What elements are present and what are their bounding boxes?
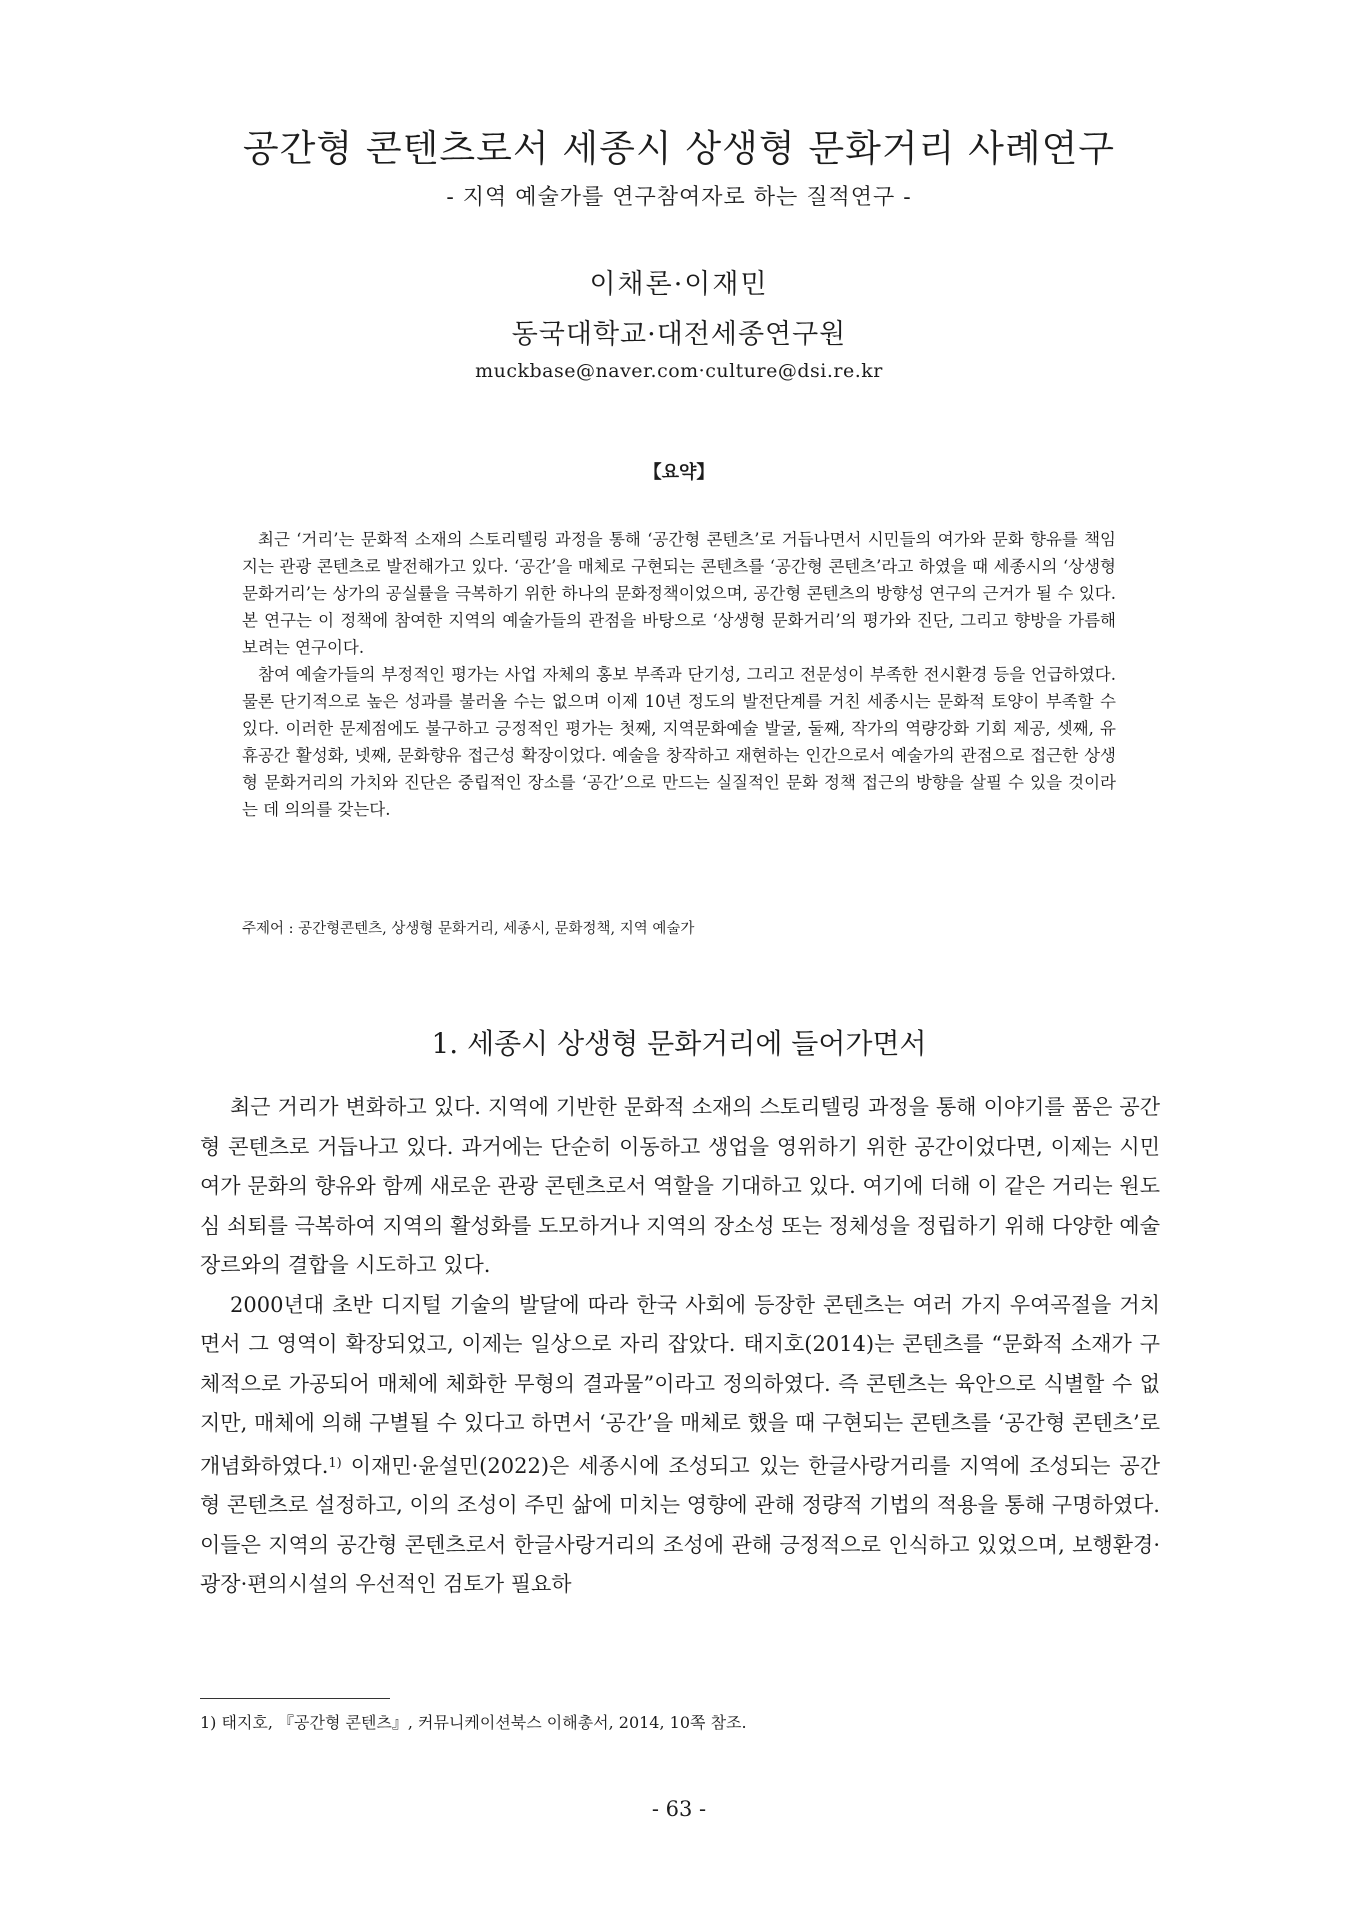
- abstract-heading: 【요약】: [643, 462, 715, 483]
- body-paragraph: [200, 1286, 1160, 1605]
- abstract-body: [242, 526, 1116, 823]
- page-number: - 63 -: [651, 1797, 707, 1821]
- body-text: 2000년대 초반 디지털 기술의 발달에 따라 한국 사회에 등장한 콘텐츠는 여러 가지 우여곡절을 거치면서 그 영역이 확장되었고, 이제는 일상으로 자리 잡았다. 태지호(2014)는 콘텐츠를 “문화적 소재가 구체적으로 가공되어 매체에 체화한 무형의 결과물”이라고 정의하였다. 즉 콘텐츠는 육안으로 식별할 수 없지만, 매체에 의해 구별될 수 있다고 하면서 ‘공간’을 매체로 했을 때 구현되는 콘텐츠를 ‘공간형 콘텐츠’로 개념화하였다.: [200, 1292, 1160, 1478]
- footnote-reference: 1): [328, 1455, 342, 1471]
- section-body: [200, 1088, 1160, 1605]
- abstract-paragraph: 참여 예술가들의 부정적인 평가는 사업 자체의 홍보 부족과 단기성, 그리고 전문성이 부족한 전시환경 등을 언급하였다. 물론 단기적으로 높은 성과를 불러올 수는 없으며 이제 10년 정도의 발전단계를 거친 세종시는 문화적 토양이 부족할 수 있다. 이러한 문제점에도 불구하고 긍정적인 평가는 첫째, 지역문화예술 발굴, 둘째, 작가의 역량강화 기회 제공, 셋째, 유휴공간 활성화, 넷째, 문화향유 접근성 확장이었다. 예술을 창작하고 재현하는 인간으로서 예술가의 관점으로 접근한 상생형 문화거리의 가치와 진단은 중립적인 장소를 ‘공간’으로 만드는 실질적인 문화 정책 접근의 방향을 살필 수 있을 것이라는 데 의의를 갖는다.: [242, 665, 1116, 819]
- paper-title: 공간형 콘텐츠로서 세종시 상생형 문화거리 사례연구: [242, 127, 1116, 170]
- abstract-paragraph: 최근 ‘거리’는 문화적 소재의 스토리텔링 과정을 통해 ‘공간형 콘텐츠’로 거듭나면서 시민들의 여가와 문화 향유를 책임지는 관광 콘텐츠로 발전해가고 있다. ‘공간’을 매체로 구현되는 콘텐츠를 ‘공간형 콘텐츠’라고 하였을 때 세종시의 ‘상생형 문화거리’는 상가의 공실률을 극복하기 위한 하나의 문화정책이었으며, 공간형 콘텐츠의 방향성 연구의 근거가 될 수 있다. 본 연구는 이 정책에 참여한 지역의 예술가들의 관점을 바탕으로 ‘상생형 문화거리’의 평가와 진단, 그리고 향방을 가름해보려는 연구이다.: [242, 530, 1116, 657]
- author-names: 이채론·이재민: [589, 269, 769, 300]
- author-affiliations: 동국대학교·대전세종연구원: [511, 319, 847, 350]
- section-heading: 1. 세종시 상생형 문화거리에 들어가면서: [431, 1027, 927, 1060]
- keywords-list: 공간형콘텐츠, 상생형 문화거리, 세종시, 문화정책, 지역 예술가: [298, 921, 695, 937]
- footnote: 1) 태지호, 『공간형 콘텐츠』, 커뮤니케이션북스 이해총서, 2014, 10쪽 참조.: [200, 1713, 747, 1732]
- keywords-line: [242, 917, 1116, 938]
- footnote-divider: [200, 1698, 390, 1699]
- paper-subtitle: - 지역 예술가를 연구참여자로 하는 질적연구 -: [446, 185, 912, 210]
- keywords-label: 주제어 :: [242, 921, 294, 937]
- body-text: 이재민·윤설민(2022)은 세종시에 조성되고 있는 한글사랑거리를 지역에 조성되는 공간형 콘텐츠로 설정하고, 이의 조성이 주민 삶에 미치는 영향에 관해 정량적 기법의 적용을 통해 구명하였다. 이들은 지역의 공간형 콘텐츠로서 한글사랑거리의 조성에 관해 긍정적으로 인식하고 있었으며, 보행환경·광장·편의시설의 우선적인 검토가 필요하: [200, 1453, 1160, 1596]
- body-paragraph: 최근 거리가 변화하고 있다. 지역에 기반한 문화적 소재의 스토리텔링 과정을 통해 이야기를 품은 공간형 콘텐츠로 거듭나고 있다. 과거에는 단순히 이동하고 생업을 영위하기 위한 공간이었다면, 이제는 시민 여가 문화의 향유와 함께 새로운 관광 콘텐츠로서 역할을 기대하고 있다. 여기에 더해 이 같은 거리는 원도심 쇠퇴를 극복하여 지역의 활성화를 도모하거나 지역의 장소성 또는 정체성을 정립하기 위해 다양한 예술 장르와의 결합을 시도하고 있다.: [200, 1095, 1160, 1277]
- author-emails: muckbase@naver.com·culture@dsi.re.kr: [475, 360, 883, 382]
